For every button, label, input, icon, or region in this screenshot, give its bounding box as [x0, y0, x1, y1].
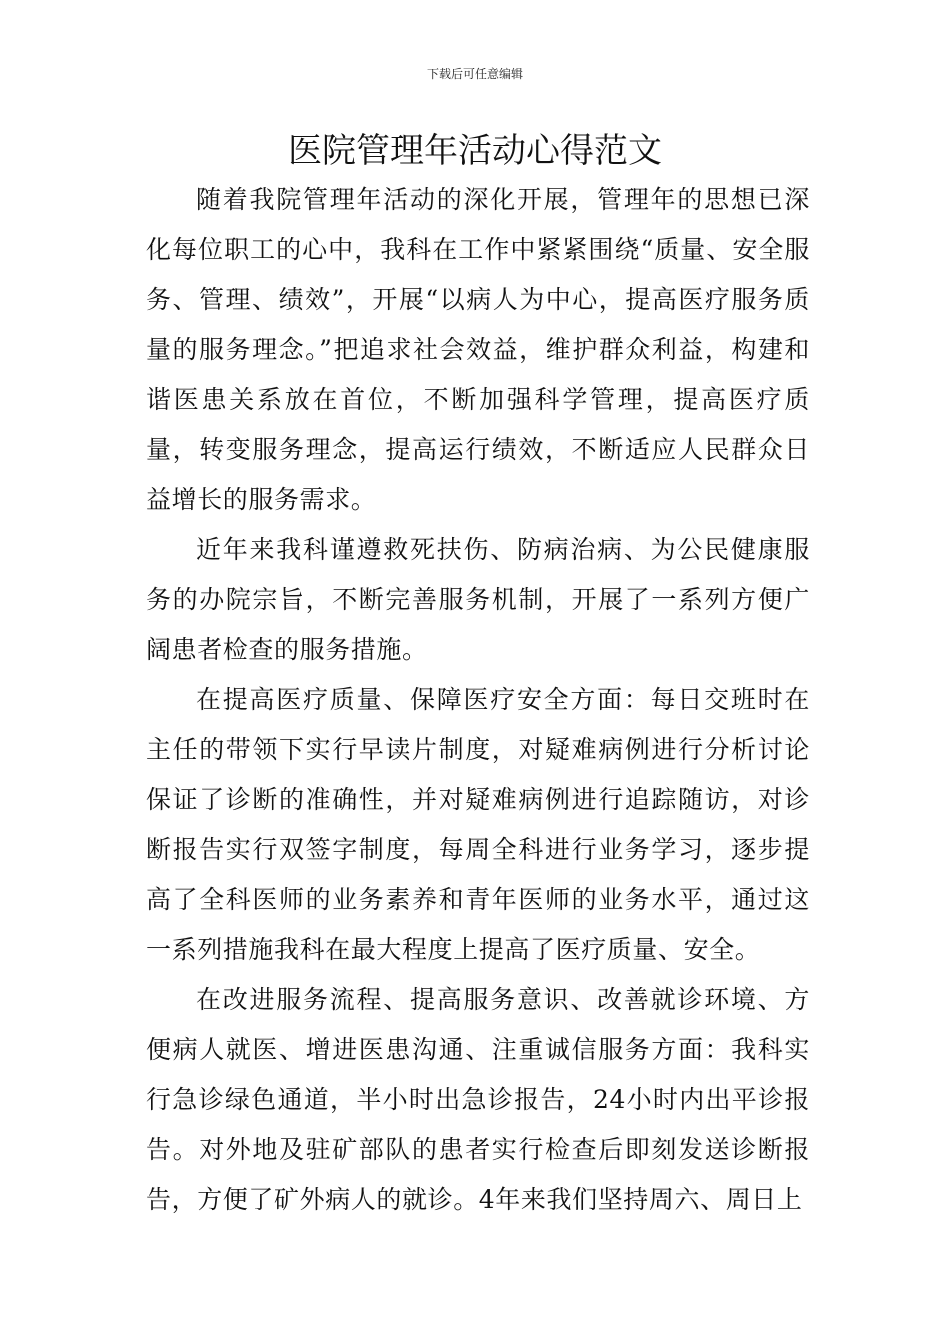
paragraph-3: 在提高医疗质量、保障医疗安全方面：每日交班时在主任的带领下实行早读片制度，对疑难病例进行分析讨论保证了诊断的准确性，并对疑难病例进行追踪随访，对诊断报告实行双签字制度，每周全科进行业务学习，逐步提高了全科医师的业务素养和青年医师的业务水平，通过这一系列措施我科在最大程度上提高了医疗质量、安全。: [146, 685, 810, 964]
document-title: 医院管理年活动心得范文: [288, 131, 662, 171]
paragraph-1: 随着我院管理年活动的深化开展，管理年的思想已深化每位职工的心中，我科在工作中紧紧围绕“质量、安全服务、管理、绩效”，开展“以病人为中心，提高医疗服务质量的服务理念。”把追求社会效益，维护群众利益，构建和谐医患关系放在首位，不断加强科学管理，提高医疗质量，转变服务理念，提高运行绩效，不断适应人民群众日益增长的服务需求。: [146, 185, 810, 514]
paragraph-4: 在改进服务流程、提高服务意识、改善就诊环境、方便病人就医、增进医患沟通、注重诚信服务方面：我科实行急诊绿色通道，半小时出急诊报告，24小时内出平诊报告。对外地及驻矿部队的患者实行检查后即刻发送诊断报告，方便了矿外病人的就诊。4年来我们坚持周六、周日上: [146, 985, 810, 1214]
paragraph-2: 近年来我科谨遵救死扶伤、防病治病、为公民健康服务的办院宗旨，不断完善服务机制，开展了一系列方便广阔患者检查的服务措施。: [146, 535, 810, 664]
header-note: 下载后可任意编辑: [426, 67, 523, 81]
document-body: [146, 175, 810, 1225]
